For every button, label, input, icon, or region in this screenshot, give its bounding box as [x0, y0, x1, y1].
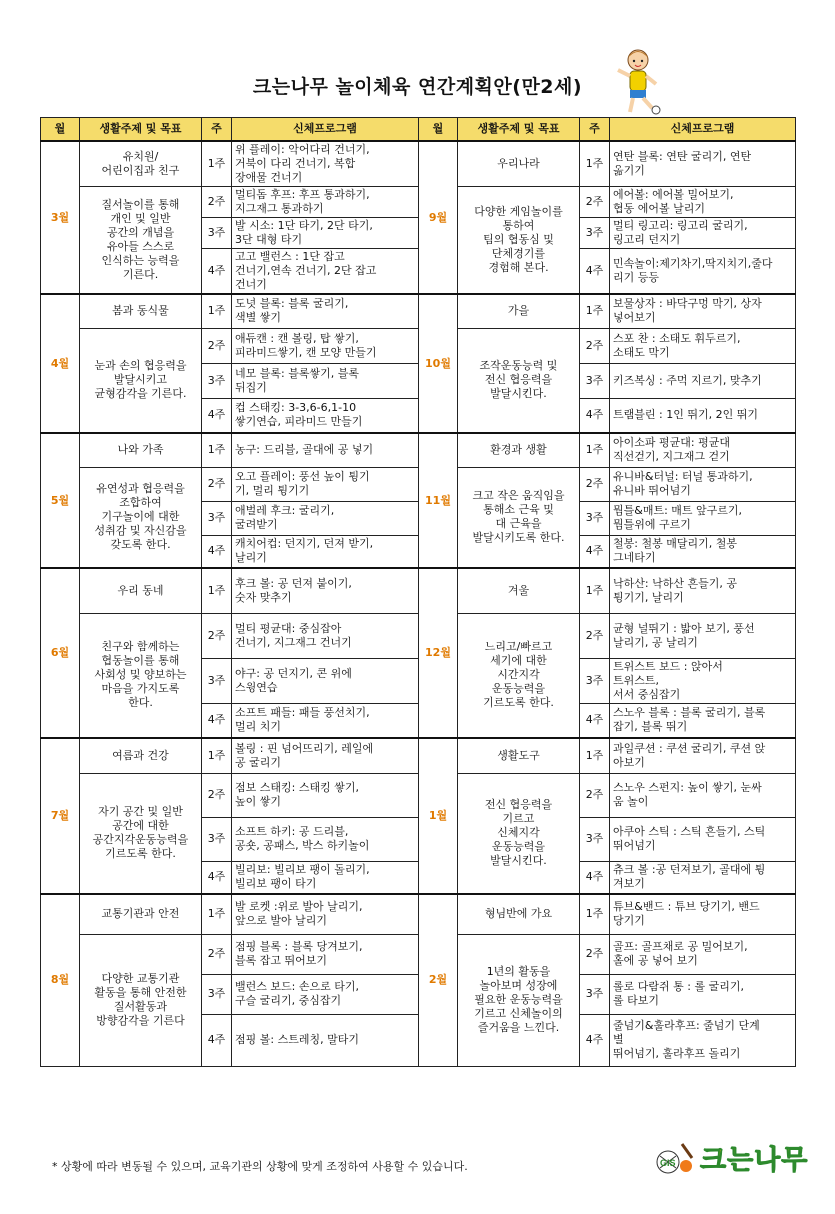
physical-program: 애듀캔 : 캔 볼링, 탑 쌓기, 피라미드쌓기, 캔 모양 만들기 [232, 328, 419, 363]
physical-program: 고고 밸런스 : 1단 잡고 건너기,연속 건너기, 2단 잡고 건너기 [232, 249, 419, 295]
subject-goal: 크고 작은 움직임을 통해소 근육 및 대 근육을 발달시키도록 한다. [458, 467, 580, 568]
week-label: 2주 [580, 773, 610, 817]
subject-goal: 1년의 활동을 놀아보며 성장에 필요한 운동능력을 기르고 신체놀이의 즐거움을 느낀다. [458, 934, 580, 1066]
week-label: 4주 [202, 1014, 232, 1066]
subject-goal: 전신 협응력을 기르고 신체지각 운동능력을 발달시킨다. [458, 773, 580, 894]
life-subject: 나와 가족 [80, 433, 202, 467]
week-label: 2주 [202, 187, 232, 218]
week-label: 2주 [202, 773, 232, 817]
subject-goal: 느리고/빠르고 세기에 대한 시간지각 운동능력을 기르도록 한다. [458, 613, 580, 738]
physical-program: 아쿠아 스틱 : 스틱 흔들기, 스틱 뛰어넘기 [610, 817, 796, 861]
physical-program: 줄넘기&훌라후프: 줄넘기 단계 별 뛰어넘기, 훌라후프 돌리기 [610, 1014, 796, 1066]
physical-program: 오고 플레이: 풍선 높이 튕기 기, 멀리 튕기기 [232, 467, 419, 501]
week-label: 1주 [202, 294, 232, 328]
life-subject: 봄과 동식물 [80, 294, 202, 328]
week-label: 4주 [580, 1014, 610, 1066]
table-row [41, 467, 796, 501]
annual-plan-table [40, 117, 796, 1067]
physical-program: 점핑 블록 : 블록 당겨보기, 블록 잡고 뛰어보기 [232, 934, 419, 974]
subject-goal: 질서놀이를 통해 개인 및 일반 공간의 개념을 유아들 스스로 인식하는 능력을 기른다. [80, 187, 202, 295]
physical-program: 롤로 다람쥐 통 : 롤 굴리기, 롤 타보기 [610, 974, 796, 1014]
week-label: 1주 [202, 568, 232, 613]
physical-program: 키즈복싱 : 주먹 지르기, 맞추기 [610, 363, 796, 398]
physical-program: 아이소파 평균대: 평균대 직선걷기, 지그재그 걷기 [610, 433, 796, 467]
page-title: 크는나무 놀이체육 연간계획안(만2세) [252, 76, 583, 98]
life-subject: 유치원/ 어린이집과 친구 [80, 141, 202, 187]
week-label: 1주 [580, 894, 610, 934]
physical-program: 네모 블록: 블록쌓기, 블록 뒤집기 [232, 363, 419, 398]
physical-program: 보물상자 : 바닥구멍 막기, 상자 넣어보기 [610, 294, 796, 328]
physical-program: 튜브&밴드 : 튜브 당기기, 밴드 당기기 [610, 894, 796, 934]
physical-program: 소프트 하키: 공 드리블, 공숏, 공패스, 박스 하키놀이 [232, 817, 419, 861]
week-label: 4주 [202, 703, 232, 738]
physical-program: 점보 스태킹: 스태킹 쌓기, 높이 쌓기 [232, 773, 419, 817]
physical-program: 스포 찬 : 소태도 휘두르기, 소태도 막기 [610, 328, 796, 363]
week-label: 2주 [202, 613, 232, 658]
header-subject-goal: 생활주제 및 목표 [458, 118, 580, 142]
week-label: 4주 [580, 535, 610, 568]
week-label: 3주 [202, 974, 232, 1014]
week-label: 4주 [580, 861, 610, 894]
week-label: 4주 [580, 703, 610, 738]
month-label: 7월 [41, 738, 80, 894]
physical-program: 에어볼: 에어볼 밀어보기, 협동 에어볼 날리기 [610, 187, 796, 218]
physical-program: 발 로켓 :위로 발아 날리기, 앞으로 발아 날리기 [232, 894, 419, 934]
week-label: 1주 [202, 894, 232, 934]
physical-program: 과일쿠션 : 쿠션 굴리기, 쿠션 앉 아보기 [610, 738, 796, 773]
subject-goal: 다양한 게임놀이를 통하여 팀의 협동심 및 단체경기를 경험해 본다. [458, 187, 580, 295]
subject-goal: 다양한 교통기관 활동을 통해 안전한 질서활동과 방향감각을 기른다 [80, 934, 202, 1066]
week-label: 3주 [202, 218, 232, 249]
header-subject-goal: 생활주제 및 목표 [80, 118, 202, 142]
table-row [41, 328, 796, 363]
physical-program: 애벌레 후크: 굴리기, 굴려받기 [232, 501, 419, 535]
week-label: 2주 [580, 328, 610, 363]
week-label: 3주 [580, 218, 610, 249]
physical-program: 철봉: 철봉 매달리기, 철봉 그네타기 [610, 535, 796, 568]
physical-program: 위 플레이: 악어다리 건너기, 거북이 다리 건너기, 복합 장애물 건너기 [232, 141, 419, 187]
physical-program: 멀티돔 후프: 후프 통과하기, 지그재그 통과하기 [232, 187, 419, 218]
logo-badge: GIS [660, 1158, 676, 1168]
week-label: 2주 [580, 187, 610, 218]
physical-program: 낙하산: 낙하산 흔들기, 공 튕기기, 날리기 [610, 568, 796, 613]
month-label: 9월 [419, 141, 458, 294]
week-label: 1주 [580, 294, 610, 328]
month-label: 3월 [41, 141, 80, 294]
week-label: 2주 [202, 328, 232, 363]
physical-program: 연탄 블록: 연탄 굴리기, 연탄 옮기기 [610, 141, 796, 187]
week-label: 3주 [580, 817, 610, 861]
week-label: 4주 [202, 535, 232, 568]
month-label: 6월 [41, 568, 80, 738]
week-label: 4주 [580, 398, 610, 433]
table-row [41, 934, 796, 974]
child-mascot-illustration [612, 46, 662, 116]
physical-program: 균형 널뛰기 : 밟아 보기, 풍선 날리기, 공 날리기 [610, 613, 796, 658]
header-program: 신체프로그램 [610, 118, 796, 142]
physical-program: 후크 볼: 공 던져 붙이기, 숫자 맞추기 [232, 568, 419, 613]
physical-program: 멀티 링고리: 링고리 굴리기, 링고리 던지기 [610, 218, 796, 249]
logo-text: 크는나무 [700, 1145, 809, 1176]
life-subject: 우리나라 [458, 141, 580, 187]
subject-goal: 친구와 함께하는 협동놀이를 통해 사회성 및 양보하는 마음을 가지도록 한다. [80, 613, 202, 738]
week-label: 1주 [202, 141, 232, 187]
life-subject: 가을 [458, 294, 580, 328]
month-label: 4월 [41, 294, 80, 433]
month-label: 2월 [419, 894, 458, 1066]
physical-program: 농구: 드리블, 골대에 공 넣기 [232, 433, 419, 467]
subject-goal: 유연성과 협응력을 조합하여 기구놀이에 대한 성취감 및 자신감을 갖도록 한다. [80, 467, 202, 568]
physical-program: 스노우 스펀지: 높이 쌓기, 눈싸 움 놀이 [610, 773, 796, 817]
week-label: 4주 [580, 249, 610, 295]
week-label: 3주 [580, 363, 610, 398]
week-label: 3주 [202, 817, 232, 861]
week-label: 1주 [580, 568, 610, 613]
week-label: 2주 [202, 934, 232, 974]
physical-program: 볼링 : 핀 넘어뜨리기, 레일에 공 굴리기 [232, 738, 419, 773]
physical-program: 멀티 평균대: 중심잡아 건너기, 지그재그 건너기 [232, 613, 419, 658]
table-row [41, 773, 796, 817]
week-label: 3주 [580, 658, 610, 703]
week-label: 4주 [202, 398, 232, 433]
physical-program: 츄크 볼 :공 던져보기, 골대에 튕 겨보기 [610, 861, 796, 894]
month-label: 10월 [419, 294, 458, 433]
week-label: 3주 [202, 658, 232, 703]
physical-program: 스노우 블록 : 블록 굴리기, 블록 잡기, 블록 뛰기 [610, 703, 796, 738]
week-label: 1주 [202, 433, 232, 467]
physical-program: 빌리보: 빌리보 팽이 돌리기, 빌리보 팽이 타기 [232, 861, 419, 894]
month-label: 11월 [419, 433, 458, 568]
physical-program: 밸런스 보드: 손으로 타기, 구슬 굴리기, 중심잡기 [232, 974, 419, 1014]
month-label: 8월 [41, 894, 80, 1066]
header-week: 주 [202, 118, 232, 142]
week-label: 3주 [202, 363, 232, 398]
subject-goal: 눈과 손의 협응력을 발달시키고 균형감각을 기른다. [80, 328, 202, 433]
week-label: 4주 [202, 249, 232, 295]
week-label: 1주 [580, 738, 610, 773]
table-row [41, 187, 796, 218]
week-label: 2주 [580, 467, 610, 501]
physical-program: 민속놀이:제기차기,딱지치기,줄다 리기 등등 [610, 249, 796, 295]
physical-program: 캐치어컵: 던지기, 던져 받기, 날리기 [232, 535, 419, 568]
month-label: 5월 [41, 433, 80, 568]
physical-program: 뭠틀&매트: 매트 앞구르기, 뭠틀위에 구르기 [610, 501, 796, 535]
table-row [41, 894, 796, 934]
table-row [41, 568, 796, 613]
life-subject: 교통기관과 안전 [80, 894, 202, 934]
week-label: 3주 [202, 501, 232, 535]
week-label: 1주 [580, 433, 610, 467]
header-program: 신체프로그램 [232, 118, 419, 142]
week-label: 1주 [580, 141, 610, 187]
header-month: 월 [419, 118, 458, 142]
footnote: * 상황에 따라 변동될 수 있으며, 교육기관의 상황에 맞게 조정하여 사용할 수 있습니다. [52, 1160, 468, 1173]
life-subject: 여름과 건강 [80, 738, 202, 773]
subject-goal: 조작운동능력 및 전신 협응력을 발달시킨다. [458, 328, 580, 433]
physical-program: 트램블린 : 1인 뛰기, 2인 뛰기 [610, 398, 796, 433]
week-label: 2주 [202, 467, 232, 501]
month-label: 1월 [419, 738, 458, 894]
subject-goal: 자기 공간 및 일반 공간에 대한 공간지각운동능력을 기르도록 한다. [80, 773, 202, 894]
table-row [41, 613, 796, 658]
life-subject: 우리 동네 [80, 568, 202, 613]
physical-program: 골프: 골프채로 공 밀어보기, 홀에 공 넣어 보기 [610, 934, 796, 974]
physical-program: 트위스트 보드 : 앉아서 트위스트, 서서 중심잡기 [610, 658, 796, 703]
month-label: 12월 [419, 568, 458, 738]
table-header-row [41, 118, 796, 142]
physical-program: 도넛 블록: 블록 굴리기, 색별 쌓기 [232, 294, 419, 328]
physical-program: 야구: 공 던지기, 콘 위에 스윙연습 [232, 658, 419, 703]
life-subject: 생활도구 [458, 738, 580, 773]
physical-program: 유니바&터널: 터널 통과하기, 유니바 뛰어넘기 [610, 467, 796, 501]
header-month: 월 [41, 118, 80, 142]
week-label: 3주 [580, 501, 610, 535]
table-row [41, 433, 796, 467]
week-label: 2주 [580, 934, 610, 974]
table-row [41, 294, 796, 328]
physical-program: 발 시소: 1단 타기, 2단 타기, 3단 대형 타기 [232, 218, 419, 249]
week-label: 4주 [202, 861, 232, 894]
table-row [41, 141, 796, 187]
life-subject: 환경과 생활 [458, 433, 580, 467]
physical-program: 점핑 볼: 스트레칭, 말타기 [232, 1014, 419, 1066]
life-subject: 겨울 [458, 568, 580, 613]
physical-program: 소프트 패들: 패들 풍선치기, 멀리 치기 [232, 703, 419, 738]
week-label: 3주 [580, 974, 610, 1014]
week-label: 1주 [202, 738, 232, 773]
table-row [41, 738, 796, 773]
physical-program: 컵 스태킹: 3-3,6-6,1-10 쌓기연습, 피라미드 만들기 [232, 398, 419, 433]
header-week: 주 [580, 118, 610, 142]
life-subject: 형님반에 가요 [458, 894, 580, 934]
week-label: 2주 [580, 613, 610, 658]
